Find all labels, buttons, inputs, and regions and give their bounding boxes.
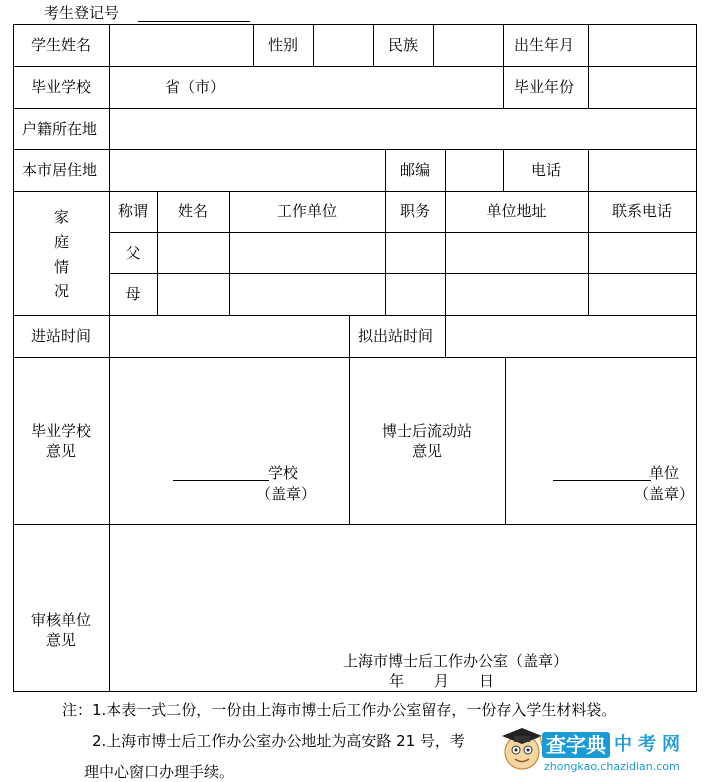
office-seal-text: 上海市博士后工作办公室（盖章） [343, 652, 569, 670]
note-2: 2.上海市博士后工作办公室办公地址为高安路 21 号，考 [92, 732, 465, 750]
postcode-label: 邮编 [400, 161, 431, 179]
family-char-3: 情 [54, 258, 70, 276]
residence-label: 本市居住地 [22, 161, 98, 179]
birth-label: 出生年月 [514, 36, 575, 54]
father-label: 父 [125, 244, 141, 262]
watermark-brand2: 中考网 [614, 734, 686, 755]
family-header-contact: 联系电话 [611, 202, 672, 220]
station-opinion-line1: 博士后流动站 [381, 422, 472, 440]
unit-sign-underline [553, 480, 651, 481]
province-text: 省（市） [165, 78, 226, 96]
mother-label: 母 [125, 285, 141, 303]
unit-seal-label: （盖章） [634, 485, 695, 503]
school-opinion-line1: 毕业学校 [30, 422, 91, 440]
watermark-url: zhongkao.chazidian.com [544, 760, 680, 773]
grad-year-label: 毕业年份 [514, 78, 575, 96]
unit-sign-label: 单位 [649, 464, 680, 482]
family-header-address: 单位地址 [486, 202, 547, 220]
student-name-label: 学生姓名 [31, 36, 92, 54]
family-char-2: 庭 [54, 233, 70, 251]
review-opinion-line2: 意见 [45, 631, 76, 649]
ethnicity-label: 民族 [388, 36, 419, 54]
review-opinion-line1: 审核单位 [30, 611, 91, 629]
family-header-name: 姓名 [177, 202, 208, 220]
phone-label: 电话 [531, 161, 562, 179]
gender-label: 性别 [268, 36, 299, 54]
watermark-logo [492, 718, 702, 776]
grad-school-label: 毕业学校 [31, 78, 92, 96]
family-header-position: 职务 [399, 202, 430, 220]
school-opinion-line2: 意见 [45, 442, 76, 460]
family-char-4: 况 [54, 282, 70, 300]
watermark-brand: 查字典 [542, 732, 610, 758]
date-line: 年 月 日 [389, 672, 495, 690]
hukou-label: 户籍所在地 [22, 120, 98, 138]
note-3: 理中心窗口办理手续。 [84, 763, 235, 781]
station-opinion-line2: 意见 [411, 442, 442, 460]
entry-time-label: 进站时间 [31, 327, 92, 345]
note-1: 注：1.本表一式二份，一份由上海市博士后工作办公室留存，一份存入学生材料袋。 [62, 701, 617, 719]
family-header-relation: 称谓 [117, 202, 148, 220]
school-sign-label: 学校 [268, 464, 299, 482]
school-seal-label: （盖章） [256, 485, 317, 503]
exit-time-label: 拟出站时间 [358, 327, 434, 345]
family-header-employer: 工作单位 [276, 202, 337, 220]
registration-label: 考生登记号 [44, 4, 120, 22]
family-char-1: 家 [54, 208, 70, 226]
registration-underline [138, 21, 250, 22]
school-sign-underline [173, 480, 269, 481]
